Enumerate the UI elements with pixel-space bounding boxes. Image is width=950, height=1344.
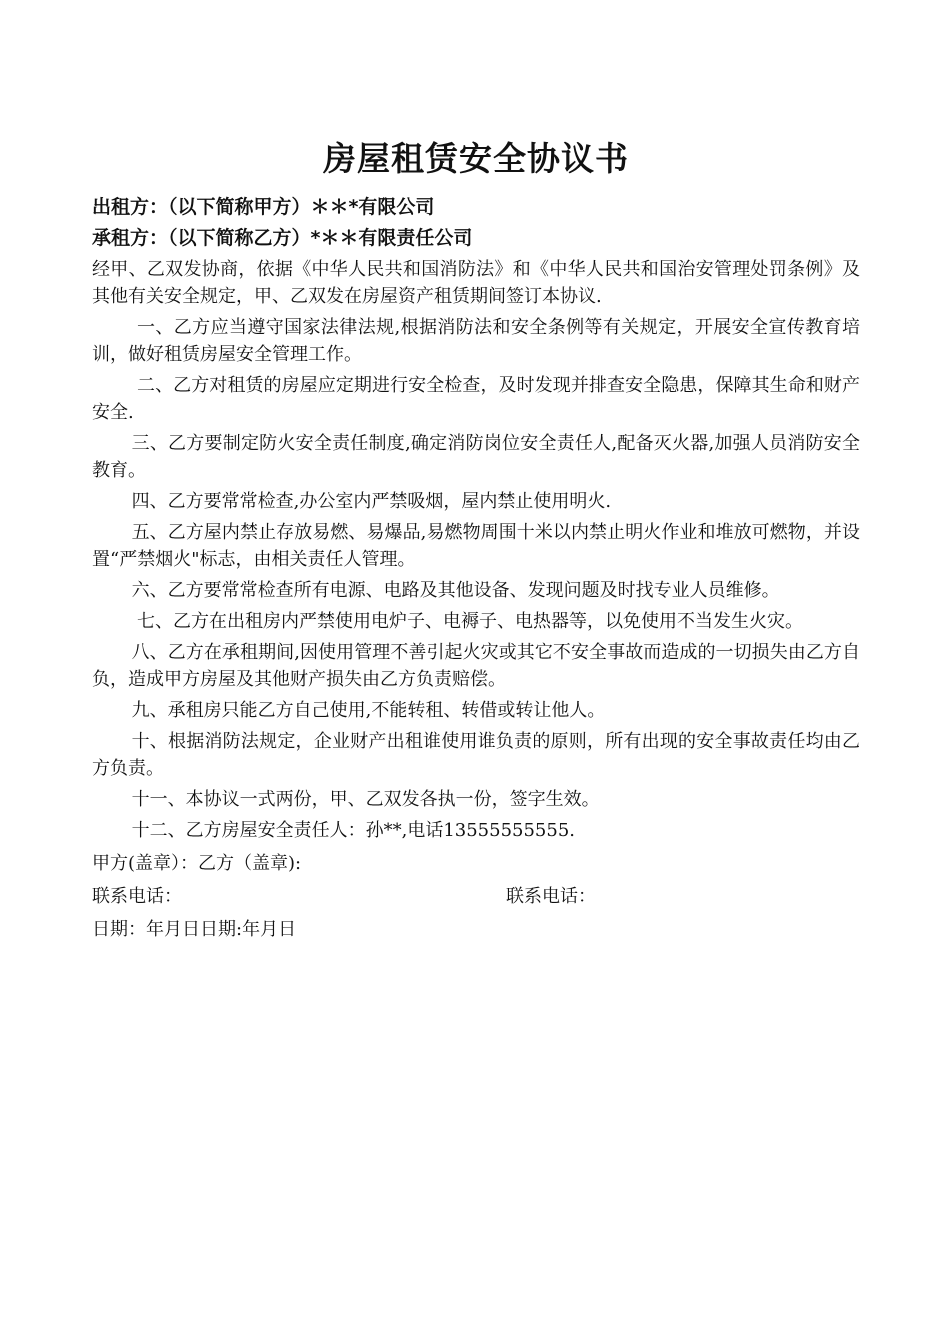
lessee-line: 承租方：（以下简称乙方）*＊＊有限责任公司 [92, 227, 473, 249]
clause-12: 十二、乙方房屋安全责任人：孙**,电话13555555555. [131, 820, 576, 841]
clause-2: 二、乙方对租赁的房屋应定期进行安全检查，及时发现并排查安全隐患，保障其生命和财产安全. [92, 375, 860, 423]
phone-left: 联系电话： [92, 886, 182, 907]
phone-right: 联系电话： [506, 886, 596, 907]
intro-paragraph: 经甲、乙双发协商，依据《中华人民共和国消防法》和《中华人民共和国治安管理处罚条例》及其他有关安全规定，甲、乙双发在房屋资产租赁期间签订本协议. [92, 259, 860, 307]
phone-line [92, 883, 860, 910]
date-line [92, 916, 860, 943]
clause-10: 十、根据消防法规定，企业财产出租谁使用谁负责的原则，所有出现的安全事故责任均由乙方负责。 [92, 731, 860, 779]
clause-1: 一、乙方应当遵守国家法律法规,根据消防法和安全条例等有关规定，开展安全宣传教育培训，做好租赁房屋安全管理工作。 [92, 317, 860, 365]
clause-3: 三、乙方要制定防火安全责任制度,确定消防岗位安全责任人,配备灭火器,加强人员消防安全教育。 [92, 433, 860, 481]
clause-11: 十一、本协议一式两份，甲、乙双发各执一份，签字生效。 [131, 789, 600, 810]
clause-4: 四、乙方要常常检查,办公室内严禁吸烟，屋内禁止使用明火. [131, 491, 612, 512]
clause-7: 七、乙方在出租房内严禁使用电炉子、电褥子、电热器等，以免使用不当发生火灾。 [137, 611, 803, 632]
seal-text: 甲方(盖章）：乙方（盖章): [92, 853, 302, 874]
clause-6: 六、乙方要常常检查所有电源、电路及其他设备、发现问题及时找专业人员维修。 [131, 580, 780, 601]
agreement-document [92, 128, 860, 947]
clause-5: 五、乙方屋内禁止存放易燃、易爆品,易燃物周围十米以内禁止明火作业和堆放可燃物，并设置“严禁烟火"标志，由相关责任人管理。 [92, 522, 860, 570]
clause-9: 九、承租房只能乙方自己使用,不能转租、转借或转让他人。 [131, 700, 606, 721]
clause-8: 八、乙方在承租期间,因使用管理不善引起火灾或其它不安全事故而造成的一切损失由乙方自负，造成甲方房屋及其他财产损失由乙方负责赔偿。 [92, 642, 860, 690]
date-text: 日期：年月日日期:年月日 [92, 919, 297, 940]
lessor-line: 出租方：（以下简称甲方）＊＊*有限公司 [92, 196, 435, 218]
document-title: 房屋租赁安全协议书 [323, 139, 629, 178]
seal-line [92, 850, 860, 877]
